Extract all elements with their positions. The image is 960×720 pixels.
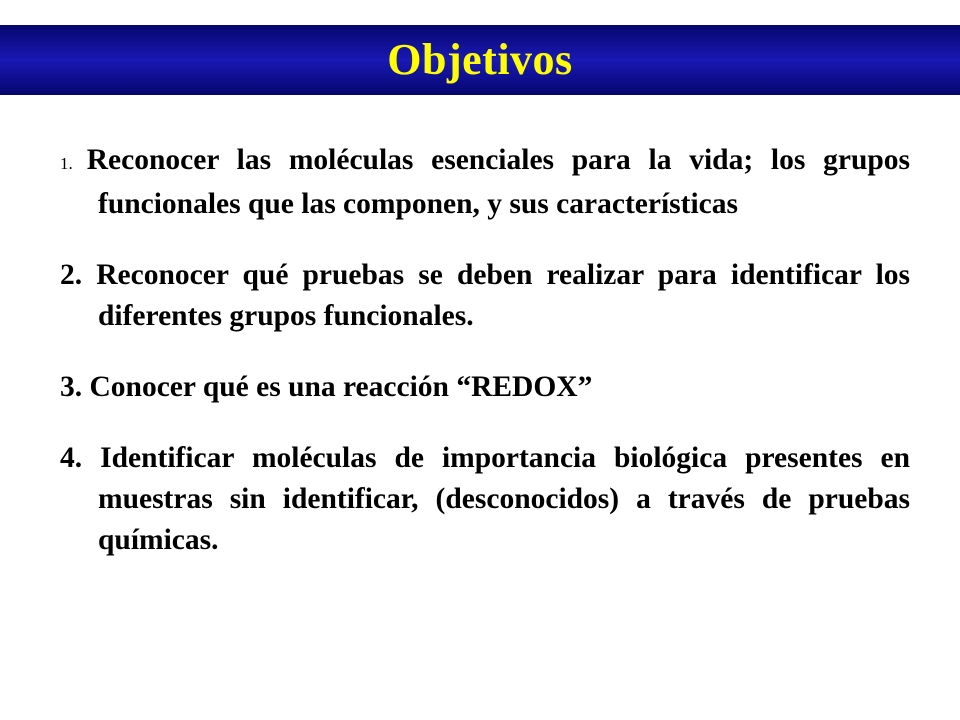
objective-item-2 — [60, 255, 910, 337]
objective-text-1: Reconocer las moléculas esenciales para la vida; los grupos funcionales que las componen, y sus características — [86, 144, 910, 220]
objective-text-2: Reconocer qué pruebas se deben realizar para identificar los diferentes grupos funcionales. — [96, 259, 911, 332]
objective-number-2: 2. — [60, 259, 83, 291]
objective-number-1: 1. — [60, 154, 73, 173]
objective-number-4: 4. — [60, 442, 83, 474]
objective-item-3 — [60, 367, 910, 408]
objective-text-4: Identificar moléculas de importancia biológica presentes en muestras sin identificar, (desconocidos) a través de pruebas químicas. — [98, 442, 911, 556]
objective-number-3: 3. — [60, 371, 83, 403]
objective-item-1 — [60, 140, 910, 225]
title-banner — [0, 25, 960, 95]
objective-text-3: Conocer qué es una reacción “REDOX” — [89, 371, 593, 403]
slide-title: Objetivos — [387, 35, 573, 84]
objective-item-4 — [60, 438, 910, 561]
objectives-list — [60, 140, 910, 591]
